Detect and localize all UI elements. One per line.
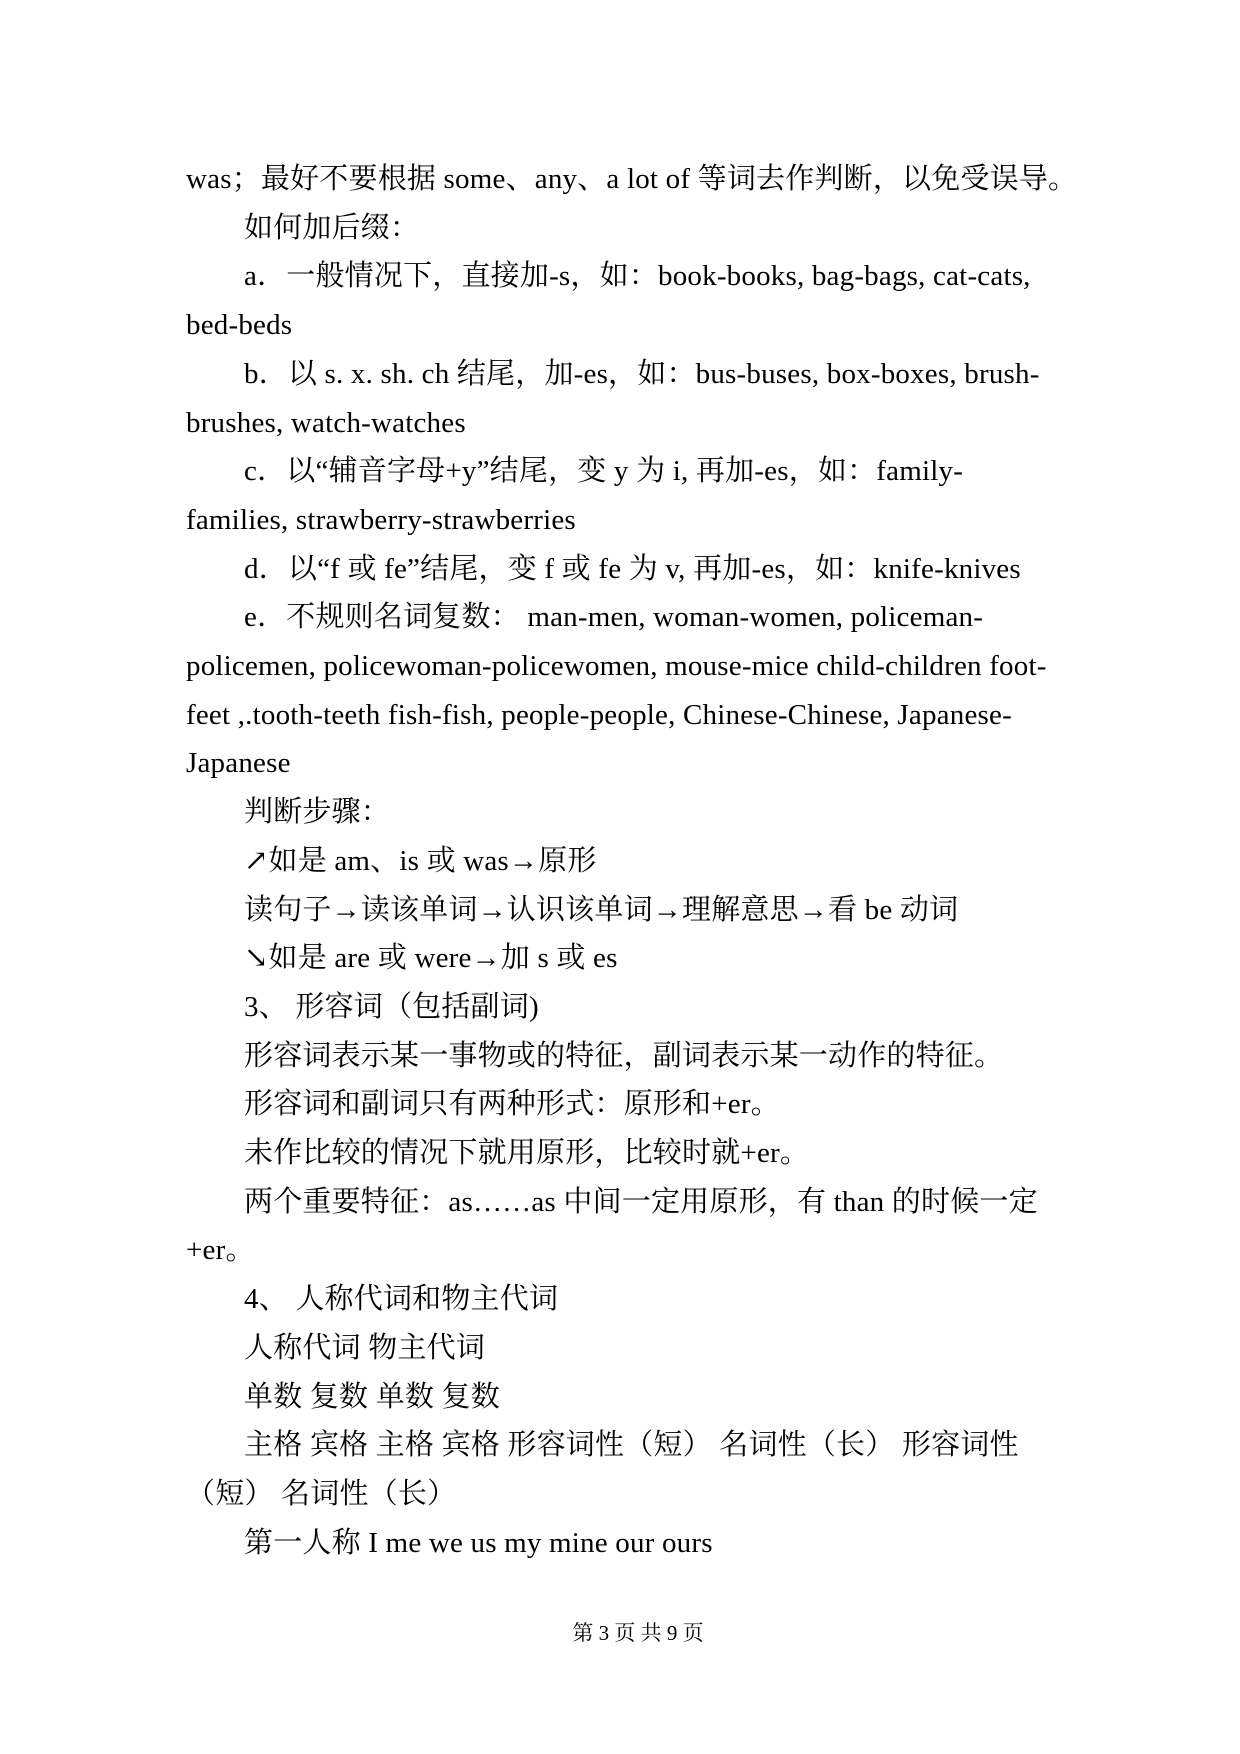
text-line: 未作比较的情况下就用原形，比较时就+er。: [244, 1137, 810, 1170]
text-line: Japanese: [186, 747, 291, 780]
text-line: 形容词和副词只有两种形式：原形和+er。: [244, 1088, 780, 1121]
text-line: 单数 复数 单数 复数: [244, 1380, 500, 1413]
text-line: e．不规则名词复数： man-men, woman-women, policeman-: [244, 601, 984, 634]
text-line: 主格 宾格 主格 宾格 形容词性（短） 名词性（长） 形容词性: [244, 1429, 1019, 1462]
text-line: 4、 人称代词和物主代词: [244, 1283, 559, 1316]
text-line: +er。: [186, 1234, 255, 1267]
text-line: 形容词表示某一事物或的特征，副词表示某一动作的特征。: [244, 1039, 1004, 1072]
text-line: brushes, watch-watches: [186, 406, 466, 439]
text-line: bed-beds: [186, 309, 293, 342]
text-line: c．以“辅音字母+y”结尾，变 y 为 i, 再加-es，如：family-: [244, 455, 964, 488]
text-line: a．一般情况下，直接加-s，如：book-books, bag-bags, cat-cats,: [244, 260, 1031, 293]
text-line: ↗如是 am、is 或 was→原形: [244, 844, 597, 877]
text-line: d．以“f 或 fe”结尾，变 f 或 fe 为 v, 再加-es，如：knife-knives: [244, 552, 1021, 585]
text-line: 如何加后缀：: [244, 211, 420, 244]
text-line: was；最好不要根据 some、any、a lot of 等词去作判断，以免受误导。: [186, 163, 1078, 195]
text-line: feet ,.tooth-teeth fish-fish, people-people, Chinese-Chinese, Japanese-: [186, 698, 1012, 731]
text-line: families, strawberry-strawberries: [186, 503, 576, 536]
text-line: 3、 形容词（包括副词): [244, 990, 539, 1023]
page-footer: 第 3 页 共 9 页: [572, 1621, 704, 1645]
text-line: 第一人称 I me we us my mine our ours: [244, 1526, 713, 1559]
text-line: 读句子→读该单词→认识该单词→理解意思→看 be 动词: [244, 893, 959, 926]
text-line: b．以 s. x. sh. ch 结尾，加-es，如：bus-buses, box-boxes, brush-: [244, 357, 1040, 390]
text-line: ↘如是 are 或 were→加 s 或 es: [244, 942, 618, 975]
text-line: （短） 名词性（长）: [186, 1477, 457, 1510]
text-line: 判断步骤：: [244, 796, 391, 829]
text-line: policemen, policewoman-policewomen, mouse-mice child-children foot-: [186, 650, 1047, 683]
document-body-text: [186, 155, 1096, 1567]
text-line: 人称代词 物主代词: [244, 1331, 486, 1364]
text-line: 两个重要特征：as……as 中间一定用原形，有 than 的时候一定: [244, 1185, 1038, 1218]
